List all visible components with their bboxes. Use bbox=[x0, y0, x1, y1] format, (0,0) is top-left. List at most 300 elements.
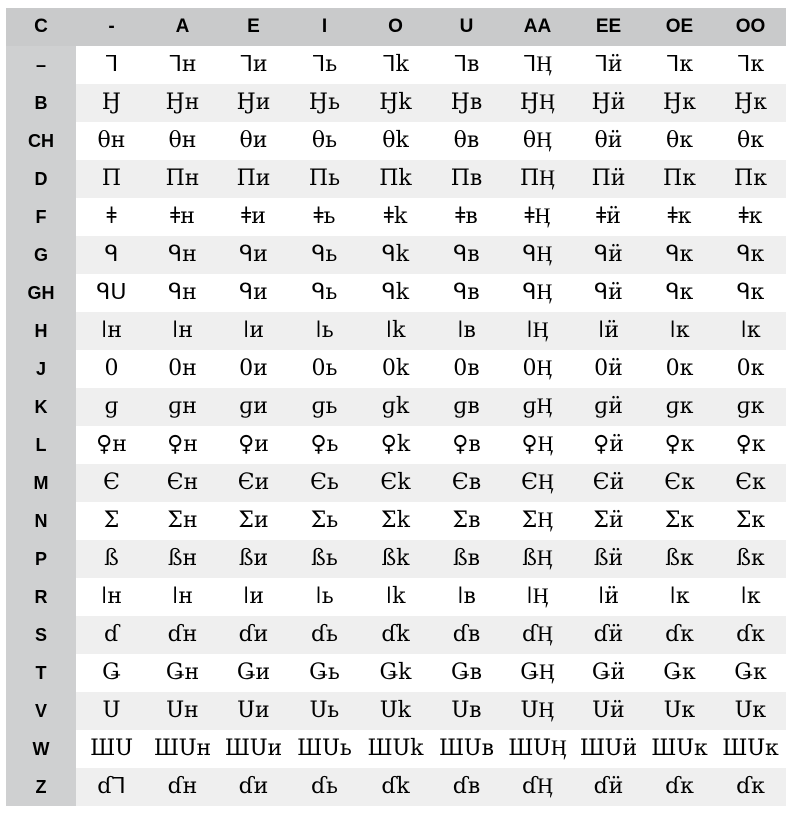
syllable-glyph: ЄӉ bbox=[521, 470, 554, 495]
syllable-cell bbox=[76, 502, 147, 540]
syllable-cell bbox=[431, 122, 502, 160]
syllable-cell bbox=[431, 578, 502, 616]
syllable-glyph: ɗь bbox=[311, 774, 338, 799]
syllable-cell bbox=[289, 350, 360, 388]
syllable-glyph: Ǥв bbox=[450, 660, 483, 685]
syllable-cell bbox=[289, 730, 360, 768]
syllable-cell bbox=[644, 198, 715, 236]
syllable-cell bbox=[147, 388, 218, 426]
syllable-cell bbox=[76, 312, 147, 350]
syllable-glyph: ΠӉ bbox=[519, 166, 556, 191]
syllable-glyph: ɗ bbox=[103, 622, 120, 647]
consonant-label: G bbox=[6, 236, 76, 274]
vowel-header: - bbox=[76, 8, 147, 46]
syllable-cell bbox=[502, 84, 573, 122]
syllable-glyph: Ǥӥ bbox=[591, 660, 626, 685]
syllable-glyph: ǀв bbox=[457, 584, 476, 609]
table-row bbox=[6, 236, 786, 274]
syllable-glyph: ᑫн bbox=[168, 242, 197, 267]
syllable-cell bbox=[76, 46, 147, 84]
syllable-glyph: ǀk bbox=[385, 584, 406, 609]
syllable-glyph: Ǥк bbox=[663, 660, 696, 685]
syllable-glyph: Єи bbox=[237, 470, 270, 495]
syllable-cell bbox=[360, 616, 431, 654]
syllable-cell bbox=[431, 46, 502, 84]
table-row bbox=[6, 84, 786, 122]
syllable-glyph: Єь bbox=[310, 470, 339, 495]
syllable-glyph: Ǥk bbox=[379, 660, 412, 685]
syllable-cell bbox=[76, 426, 147, 464]
syllable-glyph: ßӉ bbox=[522, 546, 553, 571]
corner-header: C bbox=[6, 8, 76, 46]
syllable-glyph: ♀и bbox=[238, 432, 269, 457]
syllable-cell bbox=[715, 578, 786, 616]
syllable-cell bbox=[76, 464, 147, 502]
table-row bbox=[6, 730, 786, 768]
table-row bbox=[6, 350, 786, 388]
syllable-glyph: ǀӥ bbox=[597, 584, 620, 609]
syllable-cell bbox=[76, 692, 147, 730]
syllable-cell bbox=[431, 540, 502, 578]
syllable-glyph: ᑫ bbox=[104, 242, 119, 267]
syllable-glyph: ǂи bbox=[241, 204, 266, 229]
syllable-cell bbox=[715, 464, 786, 502]
syllable-glyph: 0и bbox=[239, 356, 268, 381]
consonant-label: T bbox=[6, 654, 76, 692]
syllable-cell bbox=[431, 692, 502, 730]
syllable-cell bbox=[360, 692, 431, 730]
syllable-glyph: Ǥн bbox=[165, 660, 200, 685]
table-row bbox=[6, 654, 786, 692]
syllable-glyph: ᒣь bbox=[311, 52, 338, 77]
vowel-header: O bbox=[360, 8, 431, 46]
syllable-cell bbox=[502, 616, 573, 654]
syllable-glyph: ßк bbox=[665, 546, 694, 571]
syllable-cell bbox=[360, 274, 431, 312]
syllable-glyph: ɡк bbox=[736, 394, 765, 419]
syllable-glyph: ǀӉ bbox=[526, 318, 549, 343]
vowel-header: A bbox=[147, 8, 218, 46]
syllable-cell bbox=[644, 730, 715, 768]
table-row bbox=[6, 540, 786, 578]
syllable-cell bbox=[431, 502, 502, 540]
syllable-cell bbox=[289, 46, 360, 84]
syllable-glyph: ßи bbox=[238, 546, 269, 571]
syllable-cell bbox=[431, 350, 502, 388]
syllable-glyph: Є bbox=[103, 470, 120, 495]
table-row bbox=[6, 122, 786, 160]
syllable-cell bbox=[573, 350, 644, 388]
syllable-glyph: 0к bbox=[736, 356, 765, 381]
syllable-cell bbox=[502, 426, 573, 464]
syllable-cell bbox=[715, 160, 786, 198]
syllable-cell bbox=[502, 768, 573, 806]
syllable-glyph: ßk bbox=[381, 546, 410, 571]
consonant-label: – bbox=[6, 46, 76, 84]
syllable-cell bbox=[218, 692, 289, 730]
syllable-glyph: θк bbox=[666, 128, 693, 153]
syllable-glyph: ɗӥ bbox=[593, 622, 624, 647]
syllable-cell bbox=[360, 388, 431, 426]
syllable-cell bbox=[147, 160, 218, 198]
syllable-cell bbox=[289, 502, 360, 540]
syllable-cell bbox=[360, 236, 431, 274]
syllable-glyph: Ǥи bbox=[236, 660, 271, 685]
syllable-cell bbox=[644, 616, 715, 654]
syllable-cell bbox=[644, 160, 715, 198]
syllable-glyph: Σь bbox=[310, 508, 339, 533]
syllable-cell bbox=[715, 274, 786, 312]
syllable-glyph: ɗӉ bbox=[522, 774, 553, 799]
syllable-cell bbox=[360, 84, 431, 122]
syllable-glyph: Σк bbox=[664, 508, 695, 533]
syllable-glyph: ШՍӉ bbox=[508, 736, 567, 761]
syllable-cell bbox=[147, 198, 218, 236]
syllable-cell bbox=[715, 236, 786, 274]
syllable-cell bbox=[431, 236, 502, 274]
syllable-glyph: Սк bbox=[734, 698, 767, 723]
consonant-label: S bbox=[6, 616, 76, 654]
syllable-glyph: Єk bbox=[380, 470, 411, 495]
syllable-cell bbox=[76, 388, 147, 426]
syllable-glyph: Σ bbox=[103, 508, 120, 533]
syllable-glyph: ᑫӉ bbox=[522, 242, 553, 267]
syllable-cell bbox=[431, 616, 502, 654]
syllable-glyph: ǀн bbox=[100, 318, 123, 343]
syllable-cell bbox=[644, 502, 715, 540]
syllable-cell bbox=[147, 274, 218, 312]
syllable-cell bbox=[502, 198, 573, 236]
syllable-cell bbox=[573, 46, 644, 84]
syllable-glyph: ɡь bbox=[311, 394, 338, 419]
syllable-glyph: Σӥ bbox=[593, 508, 624, 533]
syllable-cell bbox=[644, 84, 715, 122]
syllable-cell bbox=[147, 578, 218, 616]
syllable-glyph: ǂ bbox=[106, 204, 117, 229]
syllable-glyph: Σk bbox=[381, 508, 410, 533]
syllable-cell bbox=[715, 198, 786, 236]
syllable-cell bbox=[76, 160, 147, 198]
syllable-glyph: Πк bbox=[663, 166, 696, 191]
syllable-glyph: Ꜧ bbox=[101, 90, 122, 115]
consonant-label: L bbox=[6, 426, 76, 464]
consonant-label: J bbox=[6, 350, 76, 388]
syllable-cell bbox=[644, 654, 715, 692]
table-row bbox=[6, 502, 786, 540]
syllable-glyph: ᑫk bbox=[381, 280, 410, 305]
syllable-cell bbox=[218, 274, 289, 312]
consonant-label: W bbox=[6, 730, 76, 768]
syllable-glyph: ɡк bbox=[665, 394, 694, 419]
syllable-glyph: ᑫв bbox=[453, 242, 480, 267]
syllable-cell bbox=[573, 502, 644, 540]
syllable-glyph: θи bbox=[239, 128, 268, 153]
syllable-cell bbox=[147, 426, 218, 464]
syllable-cell bbox=[218, 578, 289, 616]
syllable-cell bbox=[431, 464, 502, 502]
syllable-glyph: ᑫӥ bbox=[594, 242, 623, 267]
syllable-glyph: Πв bbox=[450, 166, 483, 191]
syllable-cell bbox=[502, 236, 573, 274]
syllable-cell bbox=[218, 198, 289, 236]
syllable-glyph: Սк bbox=[663, 698, 696, 723]
syllable-cell bbox=[644, 540, 715, 578]
syllabary-table bbox=[6, 8, 786, 806]
syllable-glyph: 0в bbox=[453, 356, 480, 381]
syllable-cell bbox=[147, 768, 218, 806]
syllable-glyph: ǀн bbox=[171, 318, 194, 343]
syllable-glyph: ᒣи bbox=[239, 52, 268, 77]
syllable-cell bbox=[218, 730, 289, 768]
header-row bbox=[6, 8, 786, 46]
table-row bbox=[6, 160, 786, 198]
syllable-cell bbox=[76, 654, 147, 692]
syllable-glyph: ᑫк bbox=[665, 280, 694, 305]
syllable-cell bbox=[431, 84, 502, 122]
syllable-cell bbox=[502, 692, 573, 730]
syllable-glyph: ♀ь bbox=[310, 432, 339, 457]
syllable-cell bbox=[218, 350, 289, 388]
syllable-glyph: ɗв bbox=[452, 774, 481, 799]
syllable-glyph: ᒣк bbox=[665, 52, 694, 77]
syllable-glyph: ᑫᑌ bbox=[96, 280, 127, 305]
table-row bbox=[6, 768, 786, 806]
syllable-glyph: ɗк bbox=[665, 622, 694, 647]
syllable-glyph: Πk bbox=[379, 166, 412, 191]
syllable-cell bbox=[431, 654, 502, 692]
syllable-glyph: Ꜧk bbox=[379, 90, 412, 115]
syllable-cell bbox=[431, 426, 502, 464]
syllable-cell bbox=[715, 768, 786, 806]
syllable-cell bbox=[289, 426, 360, 464]
syllable-glyph: ǀв bbox=[457, 318, 476, 343]
syllable-cell bbox=[76, 198, 147, 236]
syllable-cell bbox=[644, 122, 715, 160]
syllable-glyph: ǀи bbox=[242, 318, 265, 343]
syllable-glyph: ᑫk bbox=[381, 242, 410, 267]
syllable-glyph: ǀк bbox=[740, 584, 761, 609]
syllable-glyph: ᑫк bbox=[665, 242, 694, 267]
table-row bbox=[6, 692, 786, 730]
syllable-glyph: 0н bbox=[168, 356, 197, 381]
syllable-cell bbox=[573, 160, 644, 198]
syllable-cell bbox=[218, 122, 289, 160]
syllable-cell bbox=[147, 464, 218, 502]
syllable-cell bbox=[715, 502, 786, 540]
syllable-glyph: ǂн bbox=[170, 204, 195, 229]
syllable-cell bbox=[218, 502, 289, 540]
syllable-glyph: θв bbox=[453, 128, 480, 153]
syllable-cell bbox=[147, 350, 218, 388]
syllable-cell bbox=[573, 274, 644, 312]
syllable-cell bbox=[431, 274, 502, 312]
syllable-cell bbox=[644, 578, 715, 616]
syllable-cell bbox=[360, 768, 431, 806]
syllable-cell bbox=[360, 578, 431, 616]
syllable-cell bbox=[289, 122, 360, 160]
syllable-glyph: ♀н bbox=[167, 432, 198, 457]
syllable-cell bbox=[218, 84, 289, 122]
syllable-cell bbox=[502, 350, 573, 388]
syllable-glyph: Πь bbox=[308, 166, 341, 191]
syllable-glyph: ǀь bbox=[315, 584, 334, 609]
syllable-cell bbox=[76, 350, 147, 388]
table-row bbox=[6, 426, 786, 464]
syllable-cell bbox=[76, 236, 147, 274]
syllable-cell bbox=[502, 388, 573, 426]
syllable-glyph: ß bbox=[104, 546, 119, 571]
syllable-glyph: Єн bbox=[166, 470, 199, 495]
syllable-glyph: Ꜧь bbox=[308, 90, 341, 115]
consonant-label: B bbox=[6, 84, 76, 122]
table-row bbox=[6, 616, 786, 654]
syllable-cell bbox=[644, 46, 715, 84]
syllable-cell bbox=[360, 502, 431, 540]
syllable-cell bbox=[502, 578, 573, 616]
syllable-glyph: ՍӉ bbox=[520, 698, 555, 723]
syllable-cell bbox=[76, 768, 147, 806]
consonant-label: N bbox=[6, 502, 76, 540]
syllable-cell bbox=[289, 464, 360, 502]
syllable-glyph: ɗн bbox=[167, 774, 198, 799]
syllable-cell bbox=[76, 578, 147, 616]
syllable-glyph: Ꜧн bbox=[165, 90, 200, 115]
syllable-glyph: Ꜧӥ bbox=[591, 90, 626, 115]
syllable-glyph: Єк bbox=[735, 470, 766, 495]
vowel-header: OO bbox=[715, 8, 786, 46]
syllable-cell bbox=[573, 768, 644, 806]
syllable-cell bbox=[502, 730, 573, 768]
syllable-cell bbox=[573, 198, 644, 236]
syllable-glyph: ШՍь bbox=[297, 736, 352, 761]
syllable-glyph: ßк bbox=[736, 546, 765, 571]
syllable-cell bbox=[76, 274, 147, 312]
syllable-glyph: ɡ bbox=[104, 394, 119, 419]
syllable-cell bbox=[573, 388, 644, 426]
syllable-cell bbox=[715, 540, 786, 578]
syllable-glyph: Ꜧк bbox=[734, 90, 767, 115]
syllable-glyph: Π bbox=[101, 166, 122, 191]
syllable-glyph: Սн bbox=[166, 698, 199, 723]
syllable-glyph: Սи bbox=[237, 698, 270, 723]
syllable-cell bbox=[289, 692, 360, 730]
syllable-cell bbox=[502, 122, 573, 160]
syllable-glyph: Σк bbox=[735, 508, 766, 533]
syllable-cell bbox=[715, 122, 786, 160]
vowel-header: U bbox=[431, 8, 502, 46]
syllable-glyph: ♀к bbox=[664, 432, 695, 457]
syllable-glyph: Ꜧв bbox=[450, 90, 483, 115]
syllable-cell bbox=[360, 160, 431, 198]
consonant-label: D bbox=[6, 160, 76, 198]
syllable-cell bbox=[715, 350, 786, 388]
syllable-glyph: ᒣk bbox=[382, 52, 409, 77]
syllable-cell bbox=[360, 730, 431, 768]
table-row bbox=[6, 388, 786, 426]
table-row bbox=[6, 274, 786, 312]
syllable-cell bbox=[289, 654, 360, 692]
syllable-cell bbox=[644, 692, 715, 730]
syllable-cell bbox=[644, 464, 715, 502]
syllable-cell bbox=[431, 730, 502, 768]
syllable-cell bbox=[644, 274, 715, 312]
syllable-cell bbox=[715, 692, 786, 730]
syllable-glyph: ǂь bbox=[313, 204, 336, 229]
syllable-cell bbox=[289, 236, 360, 274]
syllable-cell bbox=[573, 730, 644, 768]
syllable-cell bbox=[644, 236, 715, 274]
syllable-glyph: Ꜧи bbox=[236, 90, 271, 115]
syllable-glyph: ΣӉ bbox=[521, 508, 554, 533]
syllable-cell bbox=[715, 84, 786, 122]
syllable-glyph: ɡӥ bbox=[594, 394, 623, 419]
syllable-cell bbox=[644, 388, 715, 426]
vowel-header: E bbox=[218, 8, 289, 46]
syllable-glyph: ᑫн bbox=[168, 280, 197, 305]
syllable-cell bbox=[573, 122, 644, 160]
syllable-cell bbox=[289, 312, 360, 350]
syllable-cell bbox=[218, 654, 289, 692]
syllable-glyph: ǂk bbox=[383, 204, 408, 229]
syllable-cell bbox=[431, 768, 502, 806]
syllable-cell bbox=[289, 160, 360, 198]
table-row bbox=[6, 578, 786, 616]
consonant-label: K bbox=[6, 388, 76, 426]
consonant-label: F bbox=[6, 198, 76, 236]
syllable-glyph: θн bbox=[97, 128, 126, 153]
syllable-cell bbox=[360, 654, 431, 692]
syllable-glyph: Ǥ bbox=[102, 660, 121, 685]
syllable-glyph: Սв bbox=[451, 698, 482, 723]
syllable-cell bbox=[218, 388, 289, 426]
syllable-glyph: ǀӥ bbox=[597, 318, 620, 343]
syllable-glyph: ßь bbox=[311, 546, 338, 571]
syllable-cell bbox=[147, 692, 218, 730]
syllable-cell bbox=[147, 616, 218, 654]
syllable-glyph: ᒣв bbox=[453, 52, 480, 77]
syllable-cell bbox=[147, 502, 218, 540]
syllable-cell bbox=[715, 426, 786, 464]
syllable-cell bbox=[218, 46, 289, 84]
syllable-glyph: ɗк bbox=[665, 774, 694, 799]
syllable-cell bbox=[360, 464, 431, 502]
table-row bbox=[6, 46, 786, 84]
syllable-glyph: ♀в bbox=[452, 432, 481, 457]
syllable-glyph: ɗk bbox=[381, 774, 410, 799]
syllable-glyph: Սӥ bbox=[592, 698, 625, 723]
syllable-glyph: ǀk bbox=[385, 318, 406, 343]
syllable-glyph: θн bbox=[168, 128, 197, 153]
syllable-cell bbox=[76, 730, 147, 768]
syllable-glyph: ♀Ӊ bbox=[521, 432, 554, 457]
syllable-cell bbox=[289, 768, 360, 806]
syllable-cell bbox=[218, 540, 289, 578]
syllable-cell bbox=[289, 616, 360, 654]
syllable-glyph: ɗᒣ bbox=[97, 774, 126, 799]
syllable-cell bbox=[573, 654, 644, 692]
syllable-cell bbox=[218, 160, 289, 198]
syllable-glyph: θӉ bbox=[522, 128, 553, 153]
syllable-cell bbox=[431, 198, 502, 236]
syllable-glyph: ßн bbox=[167, 546, 198, 571]
syllable-glyph: Սk bbox=[380, 698, 411, 723]
vowel-header: OE bbox=[644, 8, 715, 46]
syllable-glyph: ǀк bbox=[740, 318, 761, 343]
syllable-glyph: ǤӉ bbox=[520, 660, 555, 685]
syllable-glyph: Єк bbox=[664, 470, 695, 495]
syllable-glyph: ßв bbox=[452, 546, 481, 571]
syllable-glyph: Սь bbox=[309, 698, 340, 723]
